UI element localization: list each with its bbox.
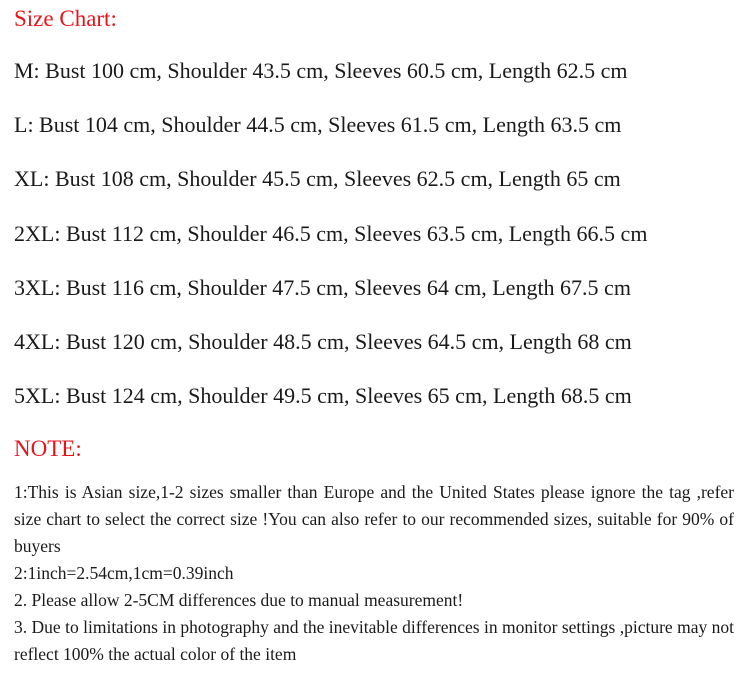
size-chart-title: Size Chart: bbox=[14, 6, 117, 31]
size-row-m: M: Bust 100 cm, Shoulder 43.5 cm, Sleeves 60.5 cm, Length 62.5 cm bbox=[14, 58, 628, 83]
note-title: NOTE: bbox=[14, 436, 82, 461]
size-row-3xl: 3XL: Bust 116 cm, Shoulder 47.5 cm, Sleeves 64 cm, Length 67.5 cm bbox=[14, 274, 631, 300]
note-item-color-difference: 3. Due to limitations in photography and the inevitable differences in monitor settings ,picture may not reflect 100% the actual color of the item bbox=[14, 617, 734, 664]
size-chart-list bbox=[14, 56, 741, 435]
size-row-5xl: 5XL: Bust 124 cm, Shoulder 49.5 cm, Sleeves 65 cm, Length 68.5 cm bbox=[14, 383, 632, 409]
size-row-l: L: Bust 104 cm, Shoulder 44.5 cm, Sleeves 61.5 cm, Length 63.5 cm bbox=[14, 112, 622, 138]
note-item-measurement-difference: 2. Please allow 2-5CM differences due to manual measurement! bbox=[14, 590, 464, 610]
note-item-asian-size: 1:This is Asian size,1-2 sizes smaller than Europe and the United States please ignore the tag ,refer size chart to select the correct size !You can also refer to our recommended sizes, suitable for 90% of buyers bbox=[14, 482, 734, 556]
note-item-unit-conversion: 2:1inch=2.54cm,1cm=0.39inch bbox=[14, 563, 234, 583]
size-row-2xl: 2XL: Bust 112 cm, Shoulder 46.5 cm, Sleeves 63.5 cm, Length 66.5 cm bbox=[14, 220, 648, 246]
note-list bbox=[14, 479, 734, 668]
size-row-xl: XL: Bust 108 cm, Shoulder 45.5 cm, Sleeves 62.5 cm, Length 65 cm bbox=[14, 166, 621, 192]
size-row-4xl: 4XL: Bust 120 cm, Shoulder 48.5 cm, Sleeves 64.5 cm, Length 68 cm bbox=[14, 328, 632, 354]
